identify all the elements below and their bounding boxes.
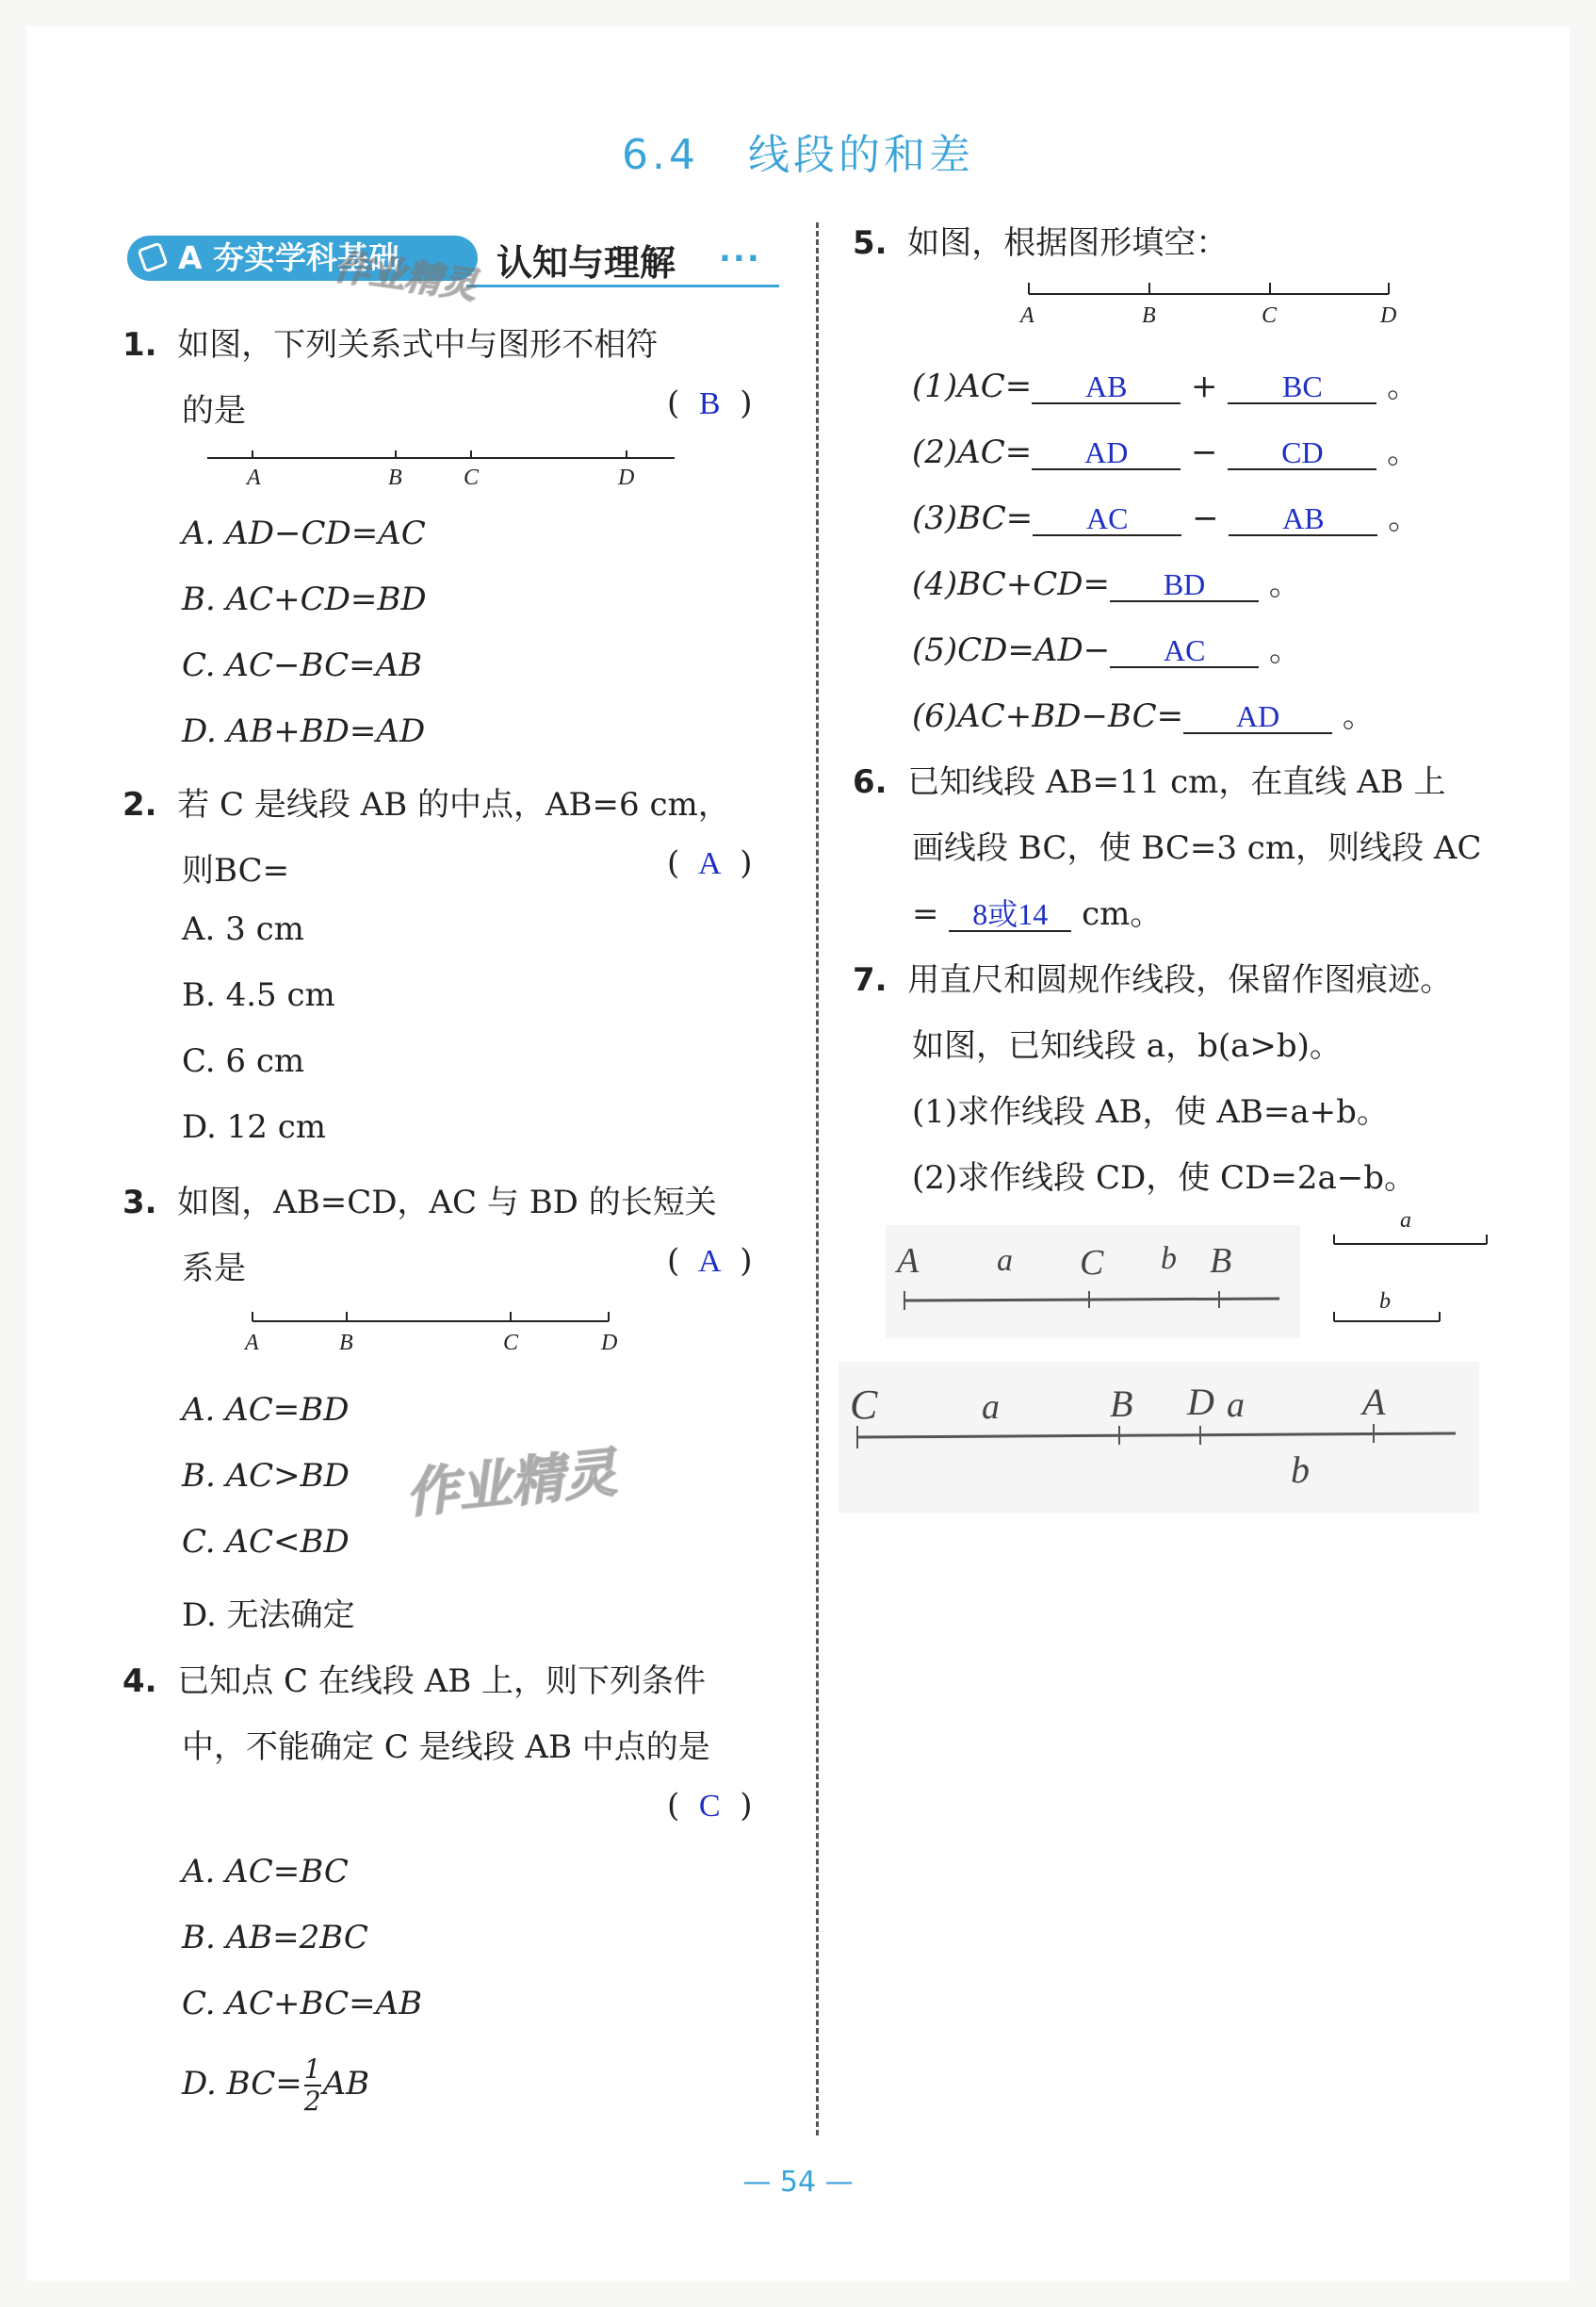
q1-option-a: A. AD−CD=AC (182, 515, 426, 552)
q7-seg-a-label: a (1400, 1208, 1411, 1233)
q4-option-d-prefix: D. BC= (182, 2065, 302, 2102)
q1-label-a: A (247, 466, 261, 490)
q3-label-d: D (601, 1331, 618, 1355)
q5-item-1-end: 。 (1387, 368, 1420, 405)
q5-item-3 (912, 492, 1420, 538)
tag-icon (137, 241, 168, 272)
q5-item-3-blank-a: AC (1033, 502, 1181, 536)
section-title-text: 线段的和差 (747, 131, 974, 179)
q2-option-a: A. 3 cm (182, 910, 304, 948)
q5-item-2-op: − (1191, 434, 1218, 471)
q2-option-d: D. 12 cm (182, 1108, 327, 1146)
q7-c1-label-seg-a: a (997, 1243, 1013, 1278)
q3-label-b: B (339, 1331, 353, 1355)
q7-c1-label-b: B (1210, 1241, 1232, 1281)
q5-item-5-blank: AC (1110, 634, 1259, 668)
q5-stem (853, 217, 1228, 263)
q7-line3: (1)求作线段 AB，使 AB=a+b。 (912, 1093, 1389, 1131)
q2-stem1: 若 C 是线段 AB 的中点，AB=6 cm， (177, 786, 730, 824)
watermark: 作业精灵 (332, 245, 480, 307)
q5-item-4-end: 。 (1268, 565, 1301, 603)
q7-seg-b-label: b (1379, 1289, 1391, 1314)
q6-unit: cm。 (1082, 895, 1163, 933)
q5-item-1 (912, 360, 1419, 406)
q7-line1-text: 用直尺和圆规作线段，保留作图痕迹。 (907, 961, 1453, 999)
q7-line4: (2)求作线段 CD，使 CD=2a−b。 (912, 1159, 1416, 1197)
q5-item-1-blank-b: BC (1228, 370, 1376, 404)
q5-item-2-blank-a: AD (1032, 436, 1181, 470)
q5-item-5 (912, 624, 1301, 670)
section-title (0, 121, 1596, 181)
q3-option-a: A. AC=BD (182, 1391, 350, 1429)
q7-c2-label-seg-b: b (1291, 1448, 1310, 1491)
watermark-2: 作业精灵 (402, 1442, 620, 1526)
q4-option-d (182, 2054, 369, 2117)
q6-number: 6. (853, 763, 888, 801)
q7-given-segments (1328, 1206, 1498, 1329)
q5-item-2-prefix: (2)AC= (912, 434, 1033, 471)
q7-c2-label-a: A (1362, 1381, 1386, 1423)
q2-option-b: B. 4.5 cm (182, 976, 335, 1014)
q5-label-c: C (1262, 303, 1278, 328)
q1-stem-line2: 的是 (182, 392, 246, 430)
q6-line1-text: 已知线段 AB=11 cm，在直线 AB 上 (907, 763, 1446, 801)
q1-option-d: D. AB+BD=AD (182, 712, 426, 750)
q5-item-6-prefix: (6)AC+BD−BC= (912, 697, 1184, 735)
q5-label-d: D (1380, 303, 1397, 328)
q7-c2-label-c: C (850, 1382, 878, 1428)
q2-stem-line2: 则BC= (182, 852, 290, 890)
q6-line1 (853, 756, 1446, 802)
q4-stem1: 已知点 C 在线段 AB 上，则下列条件 (177, 1662, 706, 1700)
q2-answer-paren: ( A ) (667, 844, 753, 882)
q3-option-d: D. 无法确定 (182, 1596, 355, 1634)
q3-segment-figure (245, 1301, 622, 1357)
q2-stem-line1 (122, 778, 730, 825)
q7-number: 7. (853, 961, 888, 999)
q7-construction-1-line (904, 1299, 1279, 1301)
page-number: — 54 — (742, 2166, 854, 2199)
q5-item-6-blank: AD (1183, 700, 1332, 734)
q4-number: 4. (122, 1662, 157, 1700)
q5-item-2-end: 。 (1387, 434, 1420, 471)
q5-number: 5. (853, 224, 888, 262)
q1-number: 1. (122, 326, 157, 364)
q2-answer: A (697, 846, 722, 881)
q5-item-2 (912, 426, 1419, 472)
q4-option-d-suffix: AB (322, 2065, 370, 2102)
q6-answer-blank: 8或14 (949, 898, 1071, 932)
q3-stem-line2: 系是 (182, 1250, 246, 1287)
banner-dots: ... (719, 232, 761, 270)
q5-item-5-end: 。 (1269, 631, 1302, 669)
q1-stem1: 如图，下列关系式中与图形不相符 (177, 326, 659, 364)
q1-option-c: C. AC−BC=AB (182, 646, 423, 684)
q3-answer-paren: ( A ) (667, 1242, 753, 1280)
q4-fraction (304, 2054, 321, 2117)
q7-c1-label-a: A (897, 1241, 920, 1281)
q4-answer: C (698, 1789, 721, 1824)
q6-equals: = (912, 895, 939, 933)
q5-item-3-blank-b: AB (1229, 502, 1377, 536)
q1-option-b: B. AC+CD=BD (182, 581, 427, 618)
q2-number: 2. (122, 786, 157, 824)
q7-c2-label-d: D (1187, 1381, 1214, 1423)
q5-item-3-op: − (1192, 499, 1219, 537)
q3-stem1: 如图，AB=CD，AC 与 BD 的长短关 (177, 1184, 717, 1221)
q1-answer-paren: ( B ) (667, 384, 753, 422)
q7-c2-label-seg-a: a (982, 1387, 1000, 1427)
banner-subtitle: 认知与理解 (497, 242, 676, 284)
column-divider (816, 222, 819, 2135)
q7-c1-label-c: C (1080, 1243, 1104, 1283)
section-number: 6.4 (622, 131, 699, 179)
q5-item-1-prefix: (1)AC= (912, 368, 1033, 405)
q1-label-d: D (618, 466, 635, 490)
q5-item-4-blank: BD (1110, 568, 1259, 602)
q5-item-6-end: 。 (1342, 697, 1375, 735)
q3-label-a: A (245, 1331, 259, 1355)
banner-pill-text: A 夯实学科基础 (178, 239, 400, 276)
q3-label-c: C (503, 1331, 519, 1355)
q7-c2-label-b: B (1110, 1383, 1133, 1425)
q3-option-b: B. AC>BD (182, 1457, 350, 1495)
q4-option-a: A. AC=BC (182, 1853, 349, 1890)
q5-label-a: A (1020, 303, 1034, 328)
q1-segment-figure (207, 443, 678, 499)
q3-answer: A (697, 1244, 722, 1279)
q7-line1 (853, 954, 1452, 1000)
q5-item-1-op: + (1191, 368, 1218, 405)
q4-stem-line1 (122, 1655, 706, 1701)
q3-option-c: C. AC<BD (182, 1523, 350, 1561)
q4-option-c: C. AC+BC=AB (182, 1985, 423, 2022)
q4-answer-paren: ( C ) (667, 1787, 753, 1824)
q7-c1-label-seg-b: b (1161, 1241, 1177, 1276)
q1-stem-line1 (122, 319, 658, 365)
q5-item-2-blank-b: CD (1228, 436, 1376, 470)
q7-construction-1 (886, 1225, 1300, 1338)
q5-item-5-prefix: (5)CD=AD− (912, 631, 1111, 669)
q7-c2-label-seg-a2: a (1227, 1385, 1245, 1425)
q4-stem-line2: 中，不能确定 C 是线段 AB 中点的是 (182, 1728, 710, 1766)
q5-item-3-prefix: (3)BC= (912, 499, 1034, 537)
q1-label-c: C (464, 466, 480, 490)
q5-item-6 (912, 690, 1375, 736)
q5-item-4-prefix: (4)BC+CD= (912, 565, 1111, 603)
q5-item-3-end: 。 (1388, 499, 1421, 537)
banner-underline (466, 285, 779, 287)
q3-number: 3. (122, 1184, 157, 1221)
q4-option-b: B. AB=2BC (182, 1919, 368, 1956)
q1-answer: B (698, 386, 721, 421)
q5-label-b: B (1142, 303, 1156, 328)
q5-stem-text: 如图，根据图形填空： (907, 224, 1229, 262)
q5-item-1-blank-a: AB (1032, 370, 1181, 404)
q6-line3 (912, 888, 1162, 934)
q1-label-b: B (388, 466, 402, 490)
q4-fraction-denominator: 2 (303, 2086, 321, 2117)
q5-segment-figure (1018, 273, 1397, 330)
q7-line2: 如图，已知线段 a，b(a>b)。 (912, 1027, 1342, 1065)
q5-item-4 (912, 558, 1301, 604)
q3-stem-line1 (122, 1176, 717, 1222)
q2-option-c: C. 6 cm (182, 1042, 305, 1080)
q7-construction-2 (839, 1362, 1479, 1513)
q4-fraction-numerator: 1 (303, 2053, 321, 2085)
q6-line2: 画线段 BC，使 BC=3 cm，则线段 AC (912, 829, 1482, 867)
